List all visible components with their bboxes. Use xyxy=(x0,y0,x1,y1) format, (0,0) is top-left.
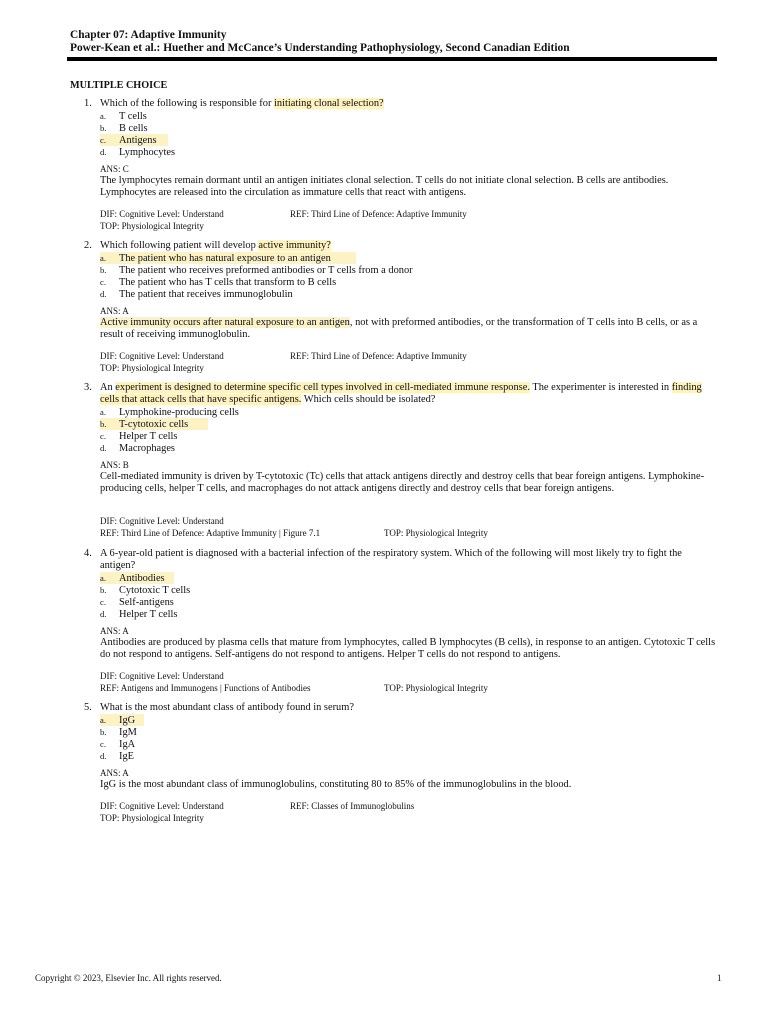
option-text: Antigens xyxy=(119,135,157,146)
option-b[interactable] xyxy=(100,418,208,430)
question-number: 3. xyxy=(84,382,92,393)
stem-text: The experimenter is interested in xyxy=(529,382,672,393)
option-d[interactable] xyxy=(100,442,175,454)
rationale-text: Antibodies are produced by plasma cells that mature from lymphocytes, called B lymphocytes (B cells), in response to an antigen. Cytotoxic T cells do not respond to antigens. Self-antigens do not respond to antigens. Helper T cells do not respond to antigens. xyxy=(100,637,716,660)
option-a[interactable] xyxy=(100,714,144,726)
option-text: Lymphokine-producing cells xyxy=(119,407,239,418)
option-d[interactable] xyxy=(100,608,177,620)
option-letter: d. xyxy=(100,443,107,453)
question-stem xyxy=(84,98,716,110)
chapter-title: Chapter 07: Adaptive Immunity xyxy=(70,29,227,41)
topic: TOP: Physiological Integrity xyxy=(100,363,204,373)
option-d[interactable] xyxy=(100,750,134,762)
difficulty: DIF: Cognitive Level: Understand xyxy=(100,516,224,526)
option-d[interactable] xyxy=(100,146,175,158)
stem-text: What is the most abundant class of antibody found in serum? xyxy=(100,702,354,713)
option-b[interactable] xyxy=(100,584,190,596)
rationale-text: , not with preformed antibodies, or the transformation of T cells into B cells, or as a result of receiving immunoglobulin. xyxy=(100,317,698,340)
option-letter: c. xyxy=(100,431,106,441)
rationale-text: Cell-mediated immunity is driven by T-cytotoxic (Tc) cells that attack antigens directly and destroy cells that bear foreign antigens. Lymphokine-producing cells, helper T cells, and macrophages do not attack antigens directly and destroy cells that bear foreign antigens. xyxy=(100,471,705,494)
option-c[interactable] xyxy=(100,738,135,750)
question-number: 1. xyxy=(84,98,92,109)
option-letter: b. xyxy=(100,727,107,737)
option-a[interactable] xyxy=(100,572,174,584)
option-letter: d. xyxy=(100,289,107,299)
option-text: Self-antigens xyxy=(119,597,174,608)
rationale xyxy=(100,175,716,199)
option-b[interactable] xyxy=(100,264,413,276)
option-letter: a. xyxy=(100,407,106,417)
rationale xyxy=(100,637,716,661)
rationale-highlight: Active immunity occurs after natural exposure to an antigen xyxy=(100,317,350,328)
question-stem xyxy=(84,382,716,406)
topic: TOP: Physiological Integrity xyxy=(100,221,204,231)
option-letter: d. xyxy=(100,147,107,157)
option-text: IgG xyxy=(119,715,136,726)
option-c[interactable] xyxy=(100,430,177,442)
option-letter: b. xyxy=(100,123,107,133)
option-text: Helper T cells xyxy=(119,431,178,442)
option-a[interactable] xyxy=(100,406,239,418)
stem-highlight: initiating clonal selection? xyxy=(274,98,384,109)
stem-text: Which of the following is responsible for xyxy=(100,98,275,109)
question-number: 2. xyxy=(84,240,92,251)
option-text: The patient who receives preformed antibodies or T cells from a donor xyxy=(119,265,413,276)
copyright-notice: Copyright © 2023, Elsevier Inc. All rights reserved. xyxy=(35,973,222,983)
stem-text: An xyxy=(100,382,116,393)
rationale xyxy=(100,317,716,341)
option-a[interactable] xyxy=(100,110,147,122)
option-letter: a. xyxy=(100,715,106,725)
answer-key: ANS: A xyxy=(100,626,129,636)
option-c[interactable] xyxy=(100,134,168,146)
answer-key: ANS: A xyxy=(100,768,129,778)
option-text: The patient who has natural exposure to an antigen xyxy=(119,253,331,264)
option-b[interactable] xyxy=(100,122,148,134)
topic: TOP: Physiological Integrity xyxy=(384,683,488,693)
option-text: Macrophages xyxy=(119,443,175,454)
reference: REF: Classes of Immunoglobulins xyxy=(290,801,415,811)
topic: TOP: Physiological Integrity xyxy=(384,528,488,538)
option-text: Cytotoxic T cells xyxy=(119,585,191,596)
answer-key: ANS: B xyxy=(100,460,129,470)
option-letter: c. xyxy=(100,277,106,287)
answer-key: ANS: C xyxy=(100,164,129,174)
rationale xyxy=(100,471,716,495)
option-letter: b. xyxy=(100,585,107,595)
stem-highlight: active immunity? xyxy=(258,240,331,251)
difficulty: DIF: Cognitive Level: Understand xyxy=(100,209,224,219)
reference: REF: Antigens and Immunogens | Functions of Antibodies xyxy=(100,683,311,693)
option-text: The patient who has T cells that transform to B cells xyxy=(119,277,337,288)
section-title: MULTIPLE CHOICE xyxy=(70,80,168,91)
question-number: 4. xyxy=(84,548,92,559)
option-letter: d. xyxy=(100,751,107,761)
option-c[interactable] xyxy=(100,276,336,288)
option-text: IgM xyxy=(119,727,137,738)
question-stem xyxy=(84,240,716,252)
difficulty: DIF: Cognitive Level: Understand xyxy=(100,801,224,811)
page-header xyxy=(70,29,718,55)
option-b[interactable] xyxy=(100,726,137,738)
difficulty: DIF: Cognitive Level: Understand xyxy=(100,671,224,681)
option-letter: d. xyxy=(100,609,107,619)
option-letter: a. xyxy=(100,253,106,263)
option-text: Lymphocytes xyxy=(119,147,175,158)
stem-text: A 6-year-old patient is diagnosed with a bacterial infection of the respiratory system. Which of the following will most likely try to fight the antigen? xyxy=(100,548,682,571)
difficulty: DIF: Cognitive Level: Understand xyxy=(100,351,224,361)
option-text: T-cytotoxic cells xyxy=(119,419,189,430)
reference: REF: Third Line of Defence: Adaptive Immunity xyxy=(290,209,467,219)
option-text: B cells xyxy=(119,123,148,134)
option-text: IgE xyxy=(119,751,135,762)
reference: REF: Third Line of Defence: Adaptive Immunity xyxy=(290,351,467,361)
stem-highlight: experiment is designed to determine specific cell types involved in cell-mediated immune response. xyxy=(115,382,530,393)
option-letter: c. xyxy=(100,739,106,749)
header-rule xyxy=(67,57,717,61)
rationale-text: The lymphocytes remain dormant until an antigen initiates clonal selection. T cells do not initiate clonal selection. B cells are antibodies. Lymphocytes are released into the circulation as immature cells that react with antigens. xyxy=(100,175,669,198)
reference: REF: Third Line of Defence: Adaptive Immunity | Figure 7.1 xyxy=(100,528,321,538)
option-letter: a. xyxy=(100,573,106,583)
book-title: Power-Kean et al.: Huether and McCance’s Understanding Pathophysiology, Second Canadian Edition xyxy=(70,42,570,54)
question-stem xyxy=(84,702,716,714)
option-letter: b. xyxy=(100,265,107,275)
question-stem xyxy=(84,548,716,572)
answer-key: ANS: A xyxy=(100,306,129,316)
topic: TOP: Physiological Integrity xyxy=(100,813,204,823)
option-text: Antibodies xyxy=(119,573,165,584)
option-text: The patient that receives immunoglobulin xyxy=(119,289,293,300)
rationale xyxy=(100,779,716,791)
option-a[interactable] xyxy=(100,252,356,264)
option-letter: b. xyxy=(100,419,107,429)
stem-text: Which following patient will develop xyxy=(100,240,259,251)
option-c[interactable] xyxy=(100,596,174,608)
option-letter: c. xyxy=(100,597,106,607)
option-letter: a. xyxy=(100,111,106,121)
stem-text: Which cells should be isolated? xyxy=(301,394,436,405)
rationale-text: IgG is the most abundant class of immunoglobulins, constituting 80 to 85% of the immunoglobulins in the blood. xyxy=(100,779,572,790)
option-letter: c. xyxy=(100,135,106,145)
option-text: IgA xyxy=(119,739,136,750)
option-text: T cells xyxy=(119,111,147,122)
question-number: 5. xyxy=(84,702,92,713)
option-text: Helper T cells xyxy=(119,609,178,620)
option-d[interactable] xyxy=(100,288,293,300)
stem-highlight: finding cells that attack cells that have specific antigens. xyxy=(100,382,702,405)
page-number: 1 xyxy=(717,973,722,983)
